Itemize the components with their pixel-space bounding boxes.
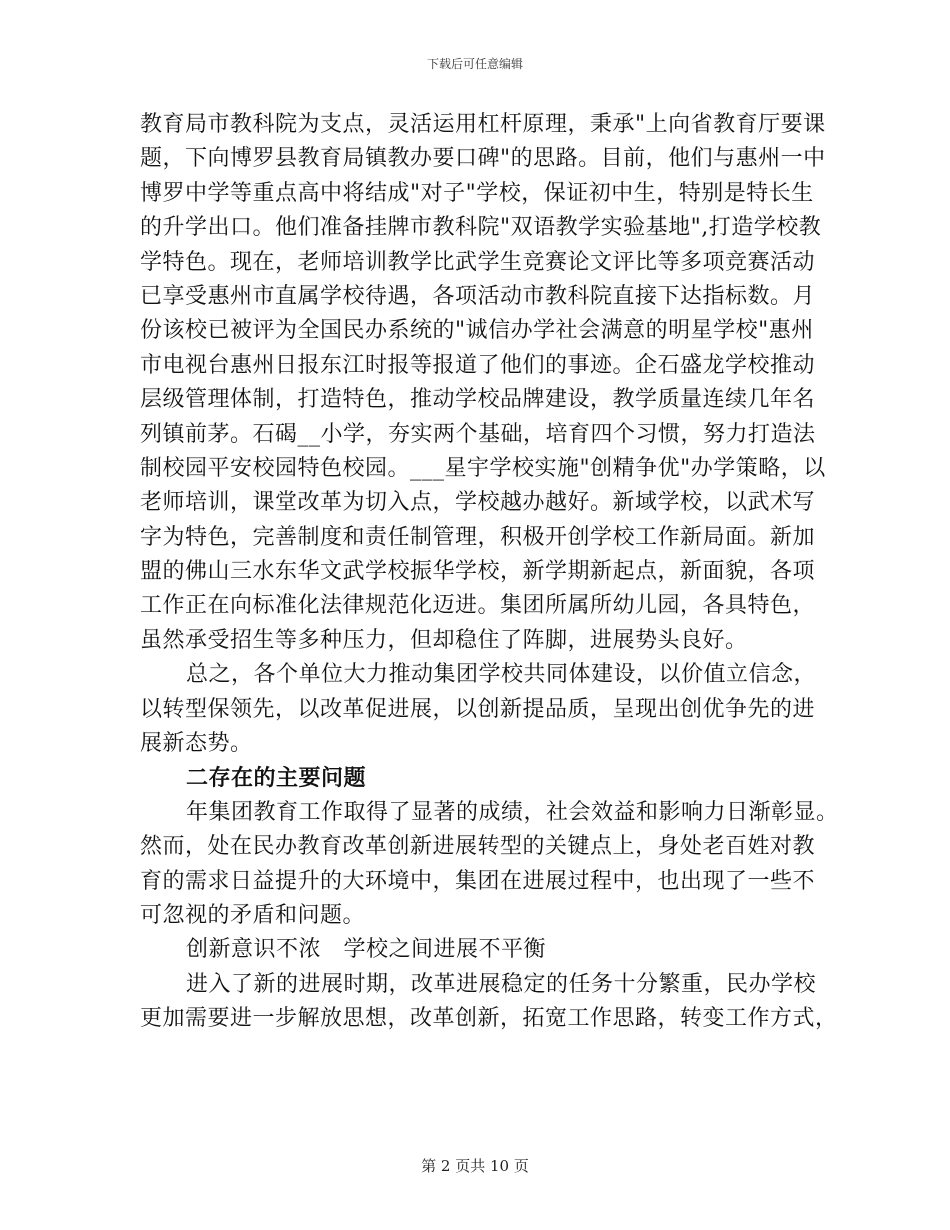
text-line: 层级管理体制，打造特色，推动学校品牌建设，教学质量连续几年名 (140, 387, 816, 413)
text-line: 字为特色，完善制度和责任制管理，积极开创学校工作新局面。新加 (140, 524, 816, 550)
text-line: 可忽视的矛盾和问题。 (140, 902, 366, 928)
text-line: 份该校已被评为全国民办系统的"诚信办学社会满意的明星学校"惠州 (140, 318, 814, 344)
text-line: 已享受惠州市直属学校待遇，各项活动市教科院直接下达指标数。月 (140, 283, 816, 309)
text-line: 博罗中学等重点高中将结成"对子"学校，保证初中生，特别是特长生 (140, 180, 814, 206)
text-line: 的升学出口。他们准备挂牌市教科院"双语教学实验基地",打造学校教 (140, 215, 822, 241)
text-line: 题，下向博罗县教育局镇教办要口碑"的思路。目前，他们与惠州一中 (140, 146, 826, 172)
text-line: 列镇前茅。石碣__小学，夯实两个基础，培育四个习惯，努力打造法 (140, 421, 816, 447)
paragraph-first-line: 进入了新的进展时期，改革进展稳定的任务十分繁重，民办学校 (186, 971, 817, 997)
text-line: 然而，处在民办教育改革创新进展转型的关键点上，身处老百姓对教 (140, 834, 816, 860)
text-line: 老师培训，课堂改革为切入点，学校越办越好。新域学校，以武术写 (140, 490, 816, 516)
text-line: 市电视台惠州日报东江时报等报道了他们的事迹。企石盛龙学校推动 (140, 352, 816, 378)
page-header: 下载后可任意编辑 (426, 57, 523, 71)
text-line: 育的需求日益提升的大环境中，集团在进展过程中，也出现了一些不 (140, 868, 816, 894)
text-line: 工作正在向标准化法律规范化迈进。集团所属所幼儿园，各具特色， (140, 593, 816, 619)
paragraph-first-line: 总之，各个单位大力推动集团学校共同体建设，以价值立信念， (186, 662, 817, 688)
text-line: 展新态势。 (140, 731, 253, 757)
text-line: 虽然承受招生等多种压力，但却稳住了阵脚，进展势头良好。 (140, 627, 748, 653)
text-line: 盟的佛山三水东华文武学校振华学校，新学期新起点，新面貌，各项 (140, 559, 816, 585)
page-footer: 第 2 页共 10 页 (421, 1157, 529, 1175)
text-line: 教育局市教科院为支点，灵活运用杠杆原理，秉承"上向省教育厅要课 (140, 112, 826, 137)
text-line: 学特色。现在，老师培训教学比武学生竞赛论文评比等多项竞赛活动 (140, 249, 816, 275)
text-line: 制校园平安校园特色校园。___星宇学校实施"创精争优"办学策略，以 (140, 455, 826, 481)
paragraph-first-line: 年集团教育工作取得了显著的成绩，社会效益和影响力日渐彰显。 (186, 799, 839, 825)
text-line: 更加需要进一步解放思想，改革创新，拓宽工作思路，转变工作方式， (140, 1006, 838, 1032)
section-heading: 二存在的主要问题 (186, 765, 367, 792)
text-line: 以转型保领先，以改革促进展，以创新提品质，呈现出创优争先的进 (140, 696, 816, 722)
subsection-title: 创新意识不浓 学校之间进展不平衡 (186, 937, 547, 963)
document-body (140, 108, 839, 1037)
